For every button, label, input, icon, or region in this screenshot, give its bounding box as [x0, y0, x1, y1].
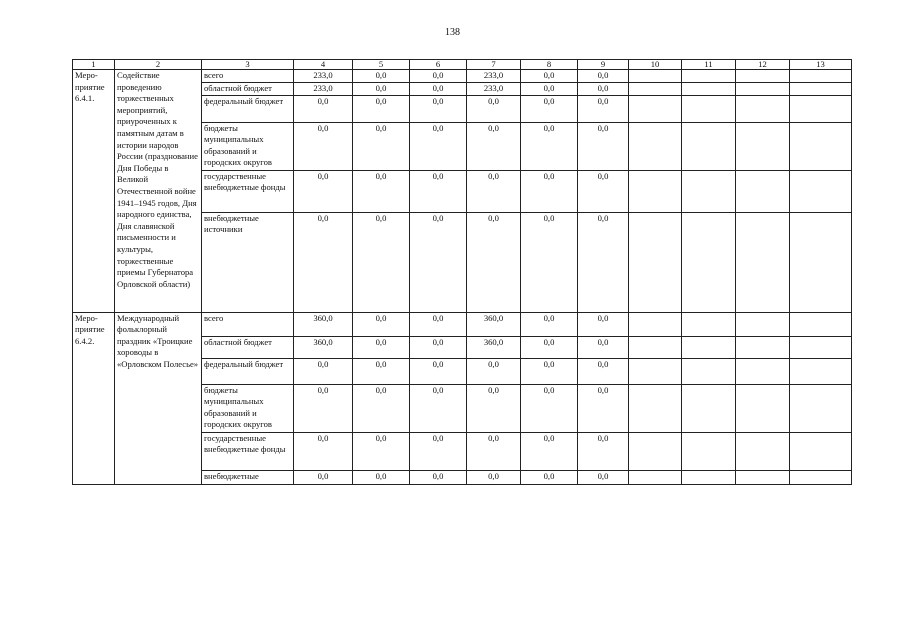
value-cell: 0,0 — [521, 70, 578, 83]
funding-source: федеральный бюджет — [202, 358, 294, 384]
value-cell — [629, 312, 682, 336]
value-cell — [736, 122, 790, 170]
value-cell — [682, 470, 736, 484]
value-cell: 233,0 — [294, 70, 353, 83]
value-cell — [682, 358, 736, 384]
value-cell: 0,0 — [294, 470, 353, 484]
value-cell — [629, 70, 682, 83]
value-cell — [790, 95, 852, 122]
value-cell: 233,0 — [467, 70, 521, 83]
funding-source: областной бюджет — [202, 336, 294, 358]
value-cell: 360,0 — [467, 312, 521, 336]
column-number-cell: 13 — [790, 60, 852, 70]
value-cell — [629, 170, 682, 212]
value-cell: 0,0 — [294, 95, 353, 122]
value-cell — [736, 70, 790, 83]
funding-source: государственные внебюджетные фонды — [202, 432, 294, 470]
value-cell — [629, 358, 682, 384]
value-cell: 0,0 — [353, 170, 410, 212]
column-number-row — [73, 60, 852, 70]
value-cell: 0,0 — [578, 170, 629, 212]
value-cell — [790, 70, 852, 83]
value-cell — [790, 470, 852, 484]
column-number-cell: 5 — [353, 60, 410, 70]
funding-source: внебюджетные источники — [202, 212, 294, 312]
value-cell: 0,0 — [467, 358, 521, 384]
value-cell: 0,0 — [578, 70, 629, 83]
value-cell — [736, 170, 790, 212]
column-number-cell: 1 — [73, 60, 115, 70]
value-cell — [682, 122, 736, 170]
page-number: 138 — [445, 27, 460, 38]
value-cell — [736, 470, 790, 484]
value-cell — [790, 336, 852, 358]
value-cell: 0,0 — [467, 95, 521, 122]
funding-source: бюджеты муниципальных образований и городских округов — [202, 122, 294, 170]
value-cell — [790, 212, 852, 312]
budget-table — [72, 59, 852, 485]
value-cell: 0,0 — [353, 470, 410, 484]
value-cell: 0,0 — [578, 122, 629, 170]
value-cell: 0,0 — [353, 70, 410, 83]
value-cell: 0,0 — [578, 470, 629, 484]
column-number-cell: 12 — [736, 60, 790, 70]
value-cell — [790, 384, 852, 432]
value-cell — [682, 432, 736, 470]
value-cell: 0,0 — [353, 384, 410, 432]
value-cell: 360,0 — [294, 336, 353, 358]
value-cell: 0,0 — [578, 95, 629, 122]
table-row — [73, 312, 852, 336]
value-cell: 233,0 — [294, 83, 353, 96]
value-cell: 0,0 — [410, 384, 467, 432]
value-cell — [682, 312, 736, 336]
value-cell: 0,0 — [578, 212, 629, 312]
column-number-cell: 10 — [629, 60, 682, 70]
value-cell — [736, 358, 790, 384]
value-cell: 0,0 — [410, 70, 467, 83]
value-cell: 0,0 — [521, 83, 578, 96]
funding-source: всего — [202, 70, 294, 83]
column-number-cell: 6 — [410, 60, 467, 70]
value-cell: 0,0 — [521, 122, 578, 170]
value-cell — [736, 336, 790, 358]
value-cell: 0,0 — [353, 83, 410, 96]
column-number-cell: 3 — [202, 60, 294, 70]
value-cell: 0,0 — [353, 312, 410, 336]
value-cell: 0,0 — [410, 122, 467, 170]
value-cell: 0,0 — [294, 384, 353, 432]
funding-source: государственные внебюджетные фонды — [202, 170, 294, 212]
value-cell: 0,0 — [521, 312, 578, 336]
value-cell: 0,0 — [410, 212, 467, 312]
value-cell — [790, 358, 852, 384]
funding-source: внебюджетные — [202, 470, 294, 484]
column-number-cell: 2 — [115, 60, 202, 70]
value-cell: 0,0 — [521, 212, 578, 312]
value-cell: 0,0 — [467, 384, 521, 432]
value-cell: 233,0 — [467, 83, 521, 96]
value-cell: 0,0 — [578, 432, 629, 470]
activity-description: Содействие проведению торжественных мероприятий, приуроченных к памятным датам в истории народов России (празднование Дня Победы в Великой Отечественной войне 1941–1945 годов, Дня народного единства, Дня славянской письменности и культуры, торжественные приемы Губернатора Орловской области) — [115, 70, 202, 313]
value-cell — [629, 122, 682, 170]
value-cell — [790, 312, 852, 336]
value-cell: 0,0 — [294, 170, 353, 212]
value-cell: 0,0 — [467, 212, 521, 312]
value-cell: 0,0 — [521, 432, 578, 470]
value-cell — [736, 432, 790, 470]
value-cell — [629, 212, 682, 312]
value-cell: 0,0 — [410, 432, 467, 470]
value-cell: 0,0 — [521, 384, 578, 432]
value-cell: 0,0 — [353, 95, 410, 122]
value-cell: 0,0 — [294, 122, 353, 170]
value-cell: 0,0 — [578, 312, 629, 336]
value-cell — [682, 70, 736, 83]
value-cell: 0,0 — [410, 170, 467, 212]
funding-source: бюджеты муниципальных образований и городских округов — [202, 384, 294, 432]
value-cell — [682, 170, 736, 212]
value-cell — [682, 95, 736, 122]
value-cell: 0,0 — [521, 470, 578, 484]
value-cell: 0,0 — [467, 470, 521, 484]
value-cell: 0,0 — [578, 358, 629, 384]
value-cell — [682, 83, 736, 96]
value-cell: 360,0 — [467, 336, 521, 358]
value-cell: 0,0 — [410, 95, 467, 122]
value-cell: 0,0 — [353, 336, 410, 358]
value-cell: 0,0 — [294, 432, 353, 470]
value-cell: 0,0 — [467, 432, 521, 470]
value-cell: 0,0 — [578, 384, 629, 432]
value-cell — [790, 83, 852, 96]
column-number-cell: 7 — [467, 60, 521, 70]
value-cell — [629, 432, 682, 470]
activity-label: Меро-приятие 6.4.2. — [73, 312, 115, 484]
value-cell: 0,0 — [467, 122, 521, 170]
value-cell — [682, 336, 736, 358]
value-cell: 0,0 — [294, 212, 353, 312]
value-cell — [736, 312, 790, 336]
value-cell: 0,0 — [410, 358, 467, 384]
funding-source: федеральный бюджет — [202, 95, 294, 122]
value-cell: 0,0 — [353, 212, 410, 312]
funding-source: областной бюджет — [202, 83, 294, 96]
value-cell — [736, 83, 790, 96]
value-cell: 0,0 — [521, 336, 578, 358]
activity-description: Международный фольклорный праздник «Троицкие хороводы в «Орловском Полесье» — [115, 312, 202, 484]
value-cell — [736, 384, 790, 432]
activity-label: Меро-приятие 6.4.1. — [73, 70, 115, 313]
value-cell: 0,0 — [521, 95, 578, 122]
value-cell: 0,0 — [410, 470, 467, 484]
value-cell — [629, 384, 682, 432]
value-cell: 0,0 — [467, 170, 521, 212]
value-cell: 0,0 — [410, 83, 467, 96]
column-number-cell: 4 — [294, 60, 353, 70]
funding-source: всего — [202, 312, 294, 336]
value-cell — [629, 470, 682, 484]
value-cell: 0,0 — [353, 432, 410, 470]
value-cell — [629, 95, 682, 122]
column-number-cell: 9 — [578, 60, 629, 70]
value-cell — [682, 384, 736, 432]
value-cell: 0,0 — [578, 83, 629, 96]
value-cell — [790, 432, 852, 470]
value-cell: 0,0 — [521, 358, 578, 384]
value-cell — [736, 95, 790, 122]
value-cell: 0,0 — [410, 336, 467, 358]
column-number-cell: 11 — [682, 60, 736, 70]
value-cell — [629, 336, 682, 358]
table-row — [73, 70, 852, 83]
value-cell — [790, 170, 852, 212]
value-cell: 360,0 — [294, 312, 353, 336]
value-cell — [682, 212, 736, 312]
value-cell: 0,0 — [294, 358, 353, 384]
value-cell — [629, 83, 682, 96]
value-cell: 0,0 — [353, 122, 410, 170]
value-cell: 0,0 — [410, 312, 467, 336]
value-cell: 0,0 — [353, 358, 410, 384]
value-cell — [736, 212, 790, 312]
column-number-cell: 8 — [521, 60, 578, 70]
value-cell: 0,0 — [521, 170, 578, 212]
value-cell — [790, 122, 852, 170]
value-cell: 0,0 — [578, 336, 629, 358]
